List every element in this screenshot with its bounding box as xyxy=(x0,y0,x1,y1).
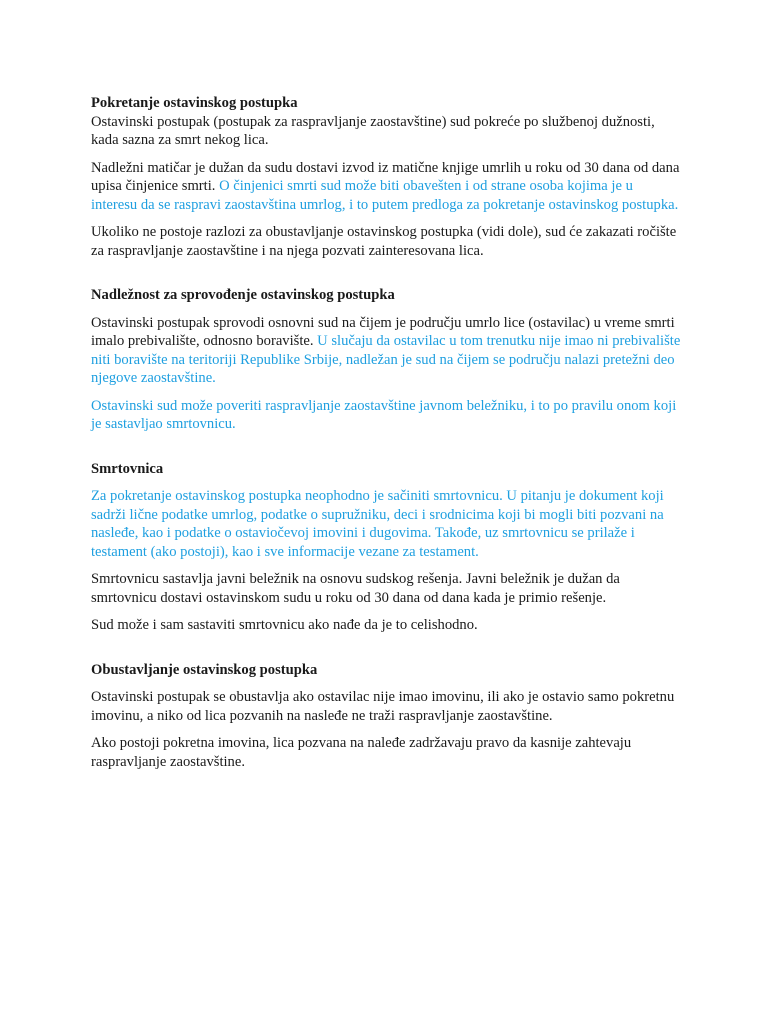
paragraph xyxy=(91,159,681,215)
section-obustavljanje xyxy=(91,661,681,772)
document-page xyxy=(91,94,681,771)
paragraph-text: Smrtovnicu sastavlja javni beležnik na osnovu sudskog rešenja. Javni beležnik je dužan da smrtovnicu dostavi ostavinskom sudu u roku od 30 dana od dana kada je primio rešenje. xyxy=(91,571,620,606)
paragraph xyxy=(91,223,681,260)
paragraph xyxy=(91,734,681,771)
paragraph-text: Ostavinski postupak se obustavlja ako ostavilac nije imao imovinu, ili ako je ostavio samo pokretnu imovinu, a niko od lica pozvanih na nasleđe ne traži raspravljanje zaostavštine. xyxy=(91,689,675,724)
paragraph-text: Ukoliko ne postoje razlozi za obustavljanje ostavinskog postupka (vidi dole), sud će zakazati ročište za raspravljanje zaostavštine i na njega pozvati zainteresovana lica. xyxy=(91,224,677,259)
paragraph-text: Ako postoji pokretna imovina, lica pozvana na naleđe zadržavaju pravo da kasnije zahtevaju raspravljanje zaostavštine. xyxy=(91,735,632,770)
paragraph-text: Ostavinski postupak sprovodi osnovni sud na čijem je području umrlo lice (ostavilac) u vreme smrti imalo prebivalište, odnosno boravište. xyxy=(91,314,675,349)
section-pokretanje xyxy=(91,94,681,260)
paragraph-highlight: O činjenici smrti sud može biti obavešten i od strane osoba kojima je u interesu da se raspravi zaostavština umrlog, i to putem predloga za pokretanje ostavinskog postupka. xyxy=(91,178,679,213)
section-heading: Nadležnost za sprovođenje ostavinskog postupka xyxy=(91,287,395,303)
paragraph-text: Ostavinski postupak (postupak za raspravljanje zaostavštine) sud pokreće po službenoj dužnosti, kada sazna za smrt nekog lica. xyxy=(91,113,655,148)
section-heading: Pokretanje ostavinskog postupka xyxy=(91,95,298,111)
section-heading: Obustavljanje ostavinskog postupka xyxy=(91,661,318,678)
paragraph-highlight: Ostavinski sud može poveriti raspravljanje zaostavštine javnom beležniku, i to po pravilu onom koji je sastavljao smrtovnicu. xyxy=(91,397,677,432)
paragraph xyxy=(91,487,681,561)
paragraph-highlight: Za pokretanje ostavinskog postupka neophodno je sačiniti smrtovnicu. U pitanju je dokument koji sadrži lične podatke umrlog, podatke o supružniku, deci i srodnicima koji bi mogli biti pozvani na nasleđe, kao i podatke o ostaviočevoj imovini i dugovima. Takođe, uz smrtovnicu se prilaže i testament (ako postoji), kao i sve informacije vezane za testament. xyxy=(91,488,664,560)
paragraph-text: Nadležni matičar je dužan da sudu dostavi izvod iz matične knjige umrlih u roku od 30 dana od dana upisa činjenice smrti. xyxy=(91,159,680,194)
paragraph xyxy=(91,570,681,607)
paragraph-highlight: U slučaju da ostavilac u tom trenutku nije imao ni prebivalište niti boravište na teritoriji Republike Srbije, nadležan je sud na čijem se području nalazi pretežni deo njegove zaostavštine. xyxy=(91,333,681,386)
paragraph xyxy=(91,113,681,150)
paragraph xyxy=(91,397,681,434)
paragraph xyxy=(91,314,681,388)
paragraph-text: Sud može i sam sastaviti smrtovnicu ako nađe da je to celishodno. xyxy=(91,617,478,633)
paragraph xyxy=(91,616,681,635)
section-heading: Smrtovnica xyxy=(91,460,164,477)
section-nadleznost xyxy=(91,286,681,434)
section-smrtovnica xyxy=(91,460,681,635)
paragraph xyxy=(91,688,681,725)
